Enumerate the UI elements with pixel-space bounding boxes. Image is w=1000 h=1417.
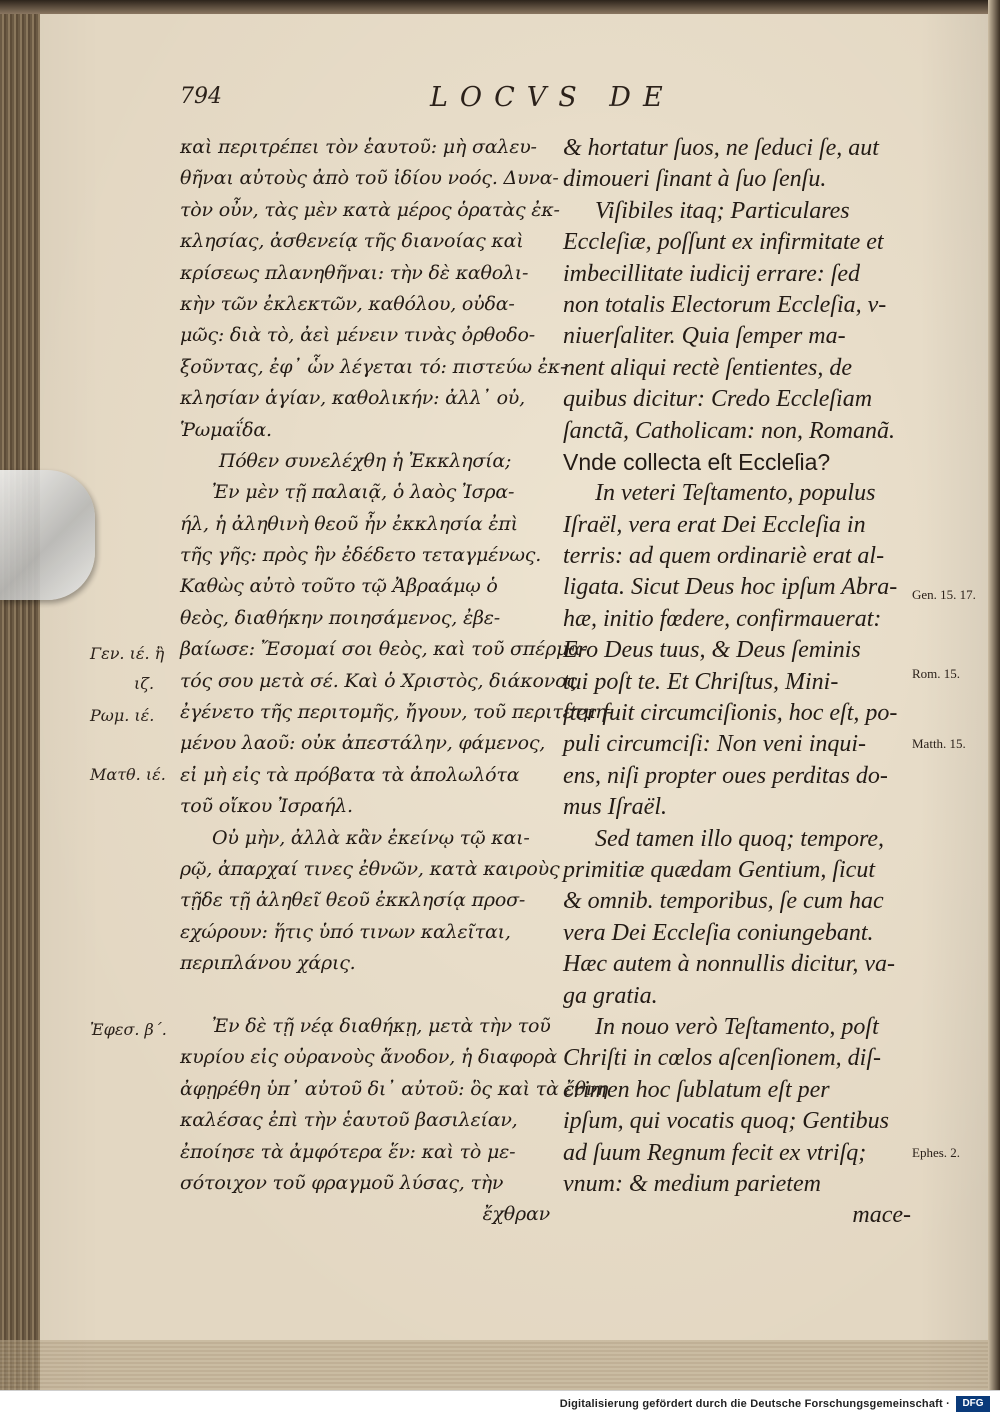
greek-text-line: Πόθεν συνελέχθη ἡ Ἐκκλησία; bbox=[218, 449, 512, 472]
dfg-logo: DFG bbox=[956, 1396, 990, 1412]
margin-note-left: Ματθ. ιέ. bbox=[90, 765, 166, 784]
latin-text-line: Eccleſiæ, poſſunt ex infirmitate et bbox=[563, 229, 884, 256]
greek-text-line: ἔχθραν bbox=[482, 1203, 550, 1226]
latin-text-line: & hortatur ſuos, ne ſeduci ſe, aut bbox=[563, 135, 879, 161]
greek-text-line: Ῥωμαΐδα. bbox=[180, 418, 272, 441]
latin-text-line: ad ſuum Regnum fecit ex vtriſq; bbox=[563, 1139, 867, 1166]
footer-credit: Digitalisierung gefördert durch die Deutsche Forschungsgemeinschaft · bbox=[559, 1398, 950, 1410]
latin-text-line: tui poſt te. Et Chriſtus, Mini- bbox=[563, 668, 839, 695]
page-clip bbox=[0, 470, 95, 600]
greek-text-line: τὸν οὖν, τὰς μὲν κατὰ μέρος ὁρατὰς ἐκ- bbox=[180, 198, 560, 221]
greek-text-line: Ἐν δὲ τῇ νέᾳ διαθήκῃ, μετὰ τὴν τοῦ bbox=[212, 1014, 551, 1037]
latin-text-line: dimoueri ſinant à ſuo ſenſu. bbox=[563, 166, 827, 193]
greek-text-line: ξοῦντας, ἐφ᾽ ὧν λέγεται τό: πιστεύω ἐκ- bbox=[180, 355, 567, 378]
latin-text-line: non totalis Electorum Eccleſia, v- bbox=[563, 291, 887, 318]
latin-text-line: Chriſti in cœlos aſcenſionem, diſ- bbox=[563, 1045, 881, 1072]
margin-note-right: Rom. 15. bbox=[912, 666, 961, 681]
margin-note-left: Γεν. ιέ. ἢ bbox=[90, 644, 165, 663]
latin-text-line: primitiæ quædam Gentium, ſicut bbox=[563, 856, 875, 883]
latin-text-line: vera Dei Eccleſia coniungebant. bbox=[563, 919, 874, 946]
greek-text-line: θῆναι αὐτοὺς ἀπὸ τοῦ ἰδίου νοός. Δυνα- bbox=[180, 167, 559, 190]
latin-text-line: ens, niſi propter oues perditas do- bbox=[563, 762, 888, 789]
running-head bbox=[180, 84, 920, 118]
greek-text-line: εἰ μὴ εἰς τὰ πρόβατα τὰ ἀπολωλότα bbox=[180, 763, 520, 786]
latin-text-line: mace- bbox=[852, 1202, 911, 1229]
latin-column bbox=[563, 133, 911, 1232]
latin-text-line: terris: ad quem ordinariè erat al- bbox=[563, 543, 885, 570]
latin-text-line: nent aliqui rectè ſentientes, de bbox=[563, 354, 853, 381]
greek-text-line: Ἐν μὲν τῇ παλαιᾷ, ὁ λαὸς Ἰσρα- bbox=[212, 481, 515, 504]
footer-bar bbox=[0, 1390, 1000, 1417]
greek-text-line: βαίωσε: Ἔσομαί σοι θεὸς, καὶ τοῦ σπέρμα- bbox=[180, 638, 588, 661]
latin-text-line: quibus dicitur: Credo Eccleſiam bbox=[563, 386, 873, 413]
greek-text-line: κλησίαν ἁγίαν, καθολικήν: ἀλλ᾽ οὐ, bbox=[180, 387, 525, 410]
latin-text-line: crimen hoc ſublatum eſt per bbox=[563, 1076, 830, 1103]
latin-text-line: ſanctã, Catholicam: non, Romanã. bbox=[563, 417, 895, 444]
latin-text-line: niuerſaliter. Quia ſemper ma- bbox=[563, 323, 846, 350]
greek-text-line: κλησίας, ἀσθενείᾳ τῆς διανοίας καὶ bbox=[180, 230, 524, 253]
greek-text-line: ρῷ, ἀπαρχαί τινες ἐθνῶν, κατὰ καιροὺς bbox=[180, 857, 560, 880]
margin-note-left: Ρωμ. ιέ. bbox=[90, 706, 155, 725]
latin-text-line: ſter fuit circumciſionis, hoc eſt, po- bbox=[563, 700, 898, 727]
latin-text-line: Ero Deus tuus, & Deus ſeminis bbox=[563, 637, 861, 664]
greek-text-line: θεὸς, διαθήκην ποιησάμενος, ἐβε- bbox=[180, 606, 500, 629]
greek-text-line: ἐγένετο τῆς περιτομῆς, ἤγουν, τοῦ περιτετμη- bbox=[180, 701, 613, 724]
page-top-shadow bbox=[0, 0, 1000, 14]
latin-text-line: ga gratia. bbox=[563, 982, 658, 1009]
greek-text-line: τοῦ οἴκου Ἰσραήλ. bbox=[180, 795, 353, 818]
latin-text-line: Viſibiles itaq; Particulares bbox=[595, 197, 850, 224]
latin-text-line: puli circumciſi: Non veni inqui- bbox=[563, 731, 867, 758]
page-right-shadow bbox=[988, 0, 1000, 1390]
greek-text-line: κὴν τῶν ἐκλεκτῶν, καθόλου, οὐδα- bbox=[180, 292, 515, 315]
greek-text-line: τῆς γῆς: πρὸς ἣν ἐδέδετο τεταγμένως. bbox=[180, 544, 542, 567]
greek-text-line: ήλ, ἡ ἀληθινὴ θεοῦ ἦν ἐκκλησία ἐπὶ bbox=[180, 512, 518, 535]
margin-note-left: ιζ. bbox=[134, 674, 155, 693]
greek-text-line bbox=[180, 980, 550, 1011]
latin-text-line: mus Iſraël. bbox=[563, 794, 667, 821]
section-heading: Vnde collecta eſt Eccleſia? bbox=[563, 448, 831, 475]
greek-text-line: τός σου μετὰ σέ. Καὶ ὁ Χριστὸς, διάκονος bbox=[180, 669, 577, 692]
margin-note-right: Matth. 15. bbox=[912, 736, 966, 751]
greek-text-line: Οὐ μὴν, ἀλλὰ κἂν ἐκείνῳ τῷ και- bbox=[212, 826, 530, 849]
greek-text-line: εχώρουν: ἥτις ὑπό τινων καλεῖται, bbox=[180, 920, 511, 943]
greek-text-line: ἀφῃρέθη ὑπ᾽ αὐτοῦ δι᾽ αὐτοῦ: ὃς καὶ τὰ ἔθνη bbox=[180, 1077, 609, 1100]
latin-text-line: ligata. Sicut Deus hoc ipſum Abra- bbox=[563, 574, 898, 601]
greek-text-line: κρίσεως πλανηθῆναι: τὴν δὲ καθολι- bbox=[180, 261, 529, 284]
greek-text-line: ἐποίησε τὰ ἀμφότερα ἕν: καὶ τὸ με- bbox=[180, 1140, 516, 1163]
latin-text-line: In veteri Teſtamento, populus bbox=[595, 480, 876, 507]
latin-text-line: Hæc autem à nonnullis dicitur, va- bbox=[563, 951, 895, 978]
latin-text-line: imbecillitate iudicij errare: ſed bbox=[563, 260, 861, 287]
greek-text-line: καὶ περιτρέπει τὸν ἑαυτοῦ: μὴ σαλευ- bbox=[180, 136, 537, 158]
greek-text-line: καλέσας ἐπὶ τὴν ἑαυτοῦ βασιλείαν, bbox=[180, 1109, 518, 1132]
page-number: 794 bbox=[180, 84, 222, 109]
latin-text-line: Iſraël, vera erat Dei Eccleſia in bbox=[563, 511, 866, 538]
latin-text-line: In nouo verò Teſtamento, poſt bbox=[595, 1013, 879, 1040]
margin-note-right: Ephes. 2. bbox=[912, 1145, 961, 1160]
greek-text-line: μῶς: διὰ τὸ, ἀεὶ μένειν τινὰς ὀρθοδο- bbox=[180, 324, 535, 347]
greek-text-line: Καθὼς αὐτὸ τοῦτο τῷ Ἀβραάμῳ ὁ bbox=[180, 575, 498, 598]
margin-note-left: Ἐφεσ. β΄. bbox=[90, 1020, 167, 1039]
book-bottom-edge bbox=[0, 1340, 1000, 1390]
greek-text-line: κυρίου εἰς οὐρανοὺς ἄνοδον, ἡ διαφορὰ bbox=[180, 1046, 558, 1069]
running-title: LOCVS DE bbox=[430, 82, 675, 113]
greek-text-line: τῇδε τῇ ἀληθεῖ θεοῦ ἐκκλησίᾳ προσ- bbox=[180, 889, 526, 912]
latin-text-line: Sed tamen illo quoq; tempore, bbox=[595, 825, 885, 852]
latin-text-line: hæ, initio fœdere, confirmauerat: bbox=[563, 605, 882, 632]
latin-text-line: & omnib. temporibus, ſe cum hac bbox=[563, 888, 884, 915]
greek-text-line: περιπλάνου χάρις. bbox=[180, 952, 356, 975]
margin-note-right: Gen. 15. 17. bbox=[912, 587, 976, 602]
greek-text-line: μένου λαοῦ: οὐκ ἀπεστάλην, φάμενος, bbox=[180, 732, 546, 755]
book-fore-edge bbox=[0, 0, 40, 1390]
latin-text-line: ipſum, qui vocatis quoq; Gentibus bbox=[563, 1108, 889, 1135]
greek-text-line: σότοιχον τοῦ φραγμοῦ λύσας, τὴν bbox=[180, 1171, 504, 1194]
latin-text-line: vnum: & medium parietem bbox=[563, 1170, 821, 1197]
